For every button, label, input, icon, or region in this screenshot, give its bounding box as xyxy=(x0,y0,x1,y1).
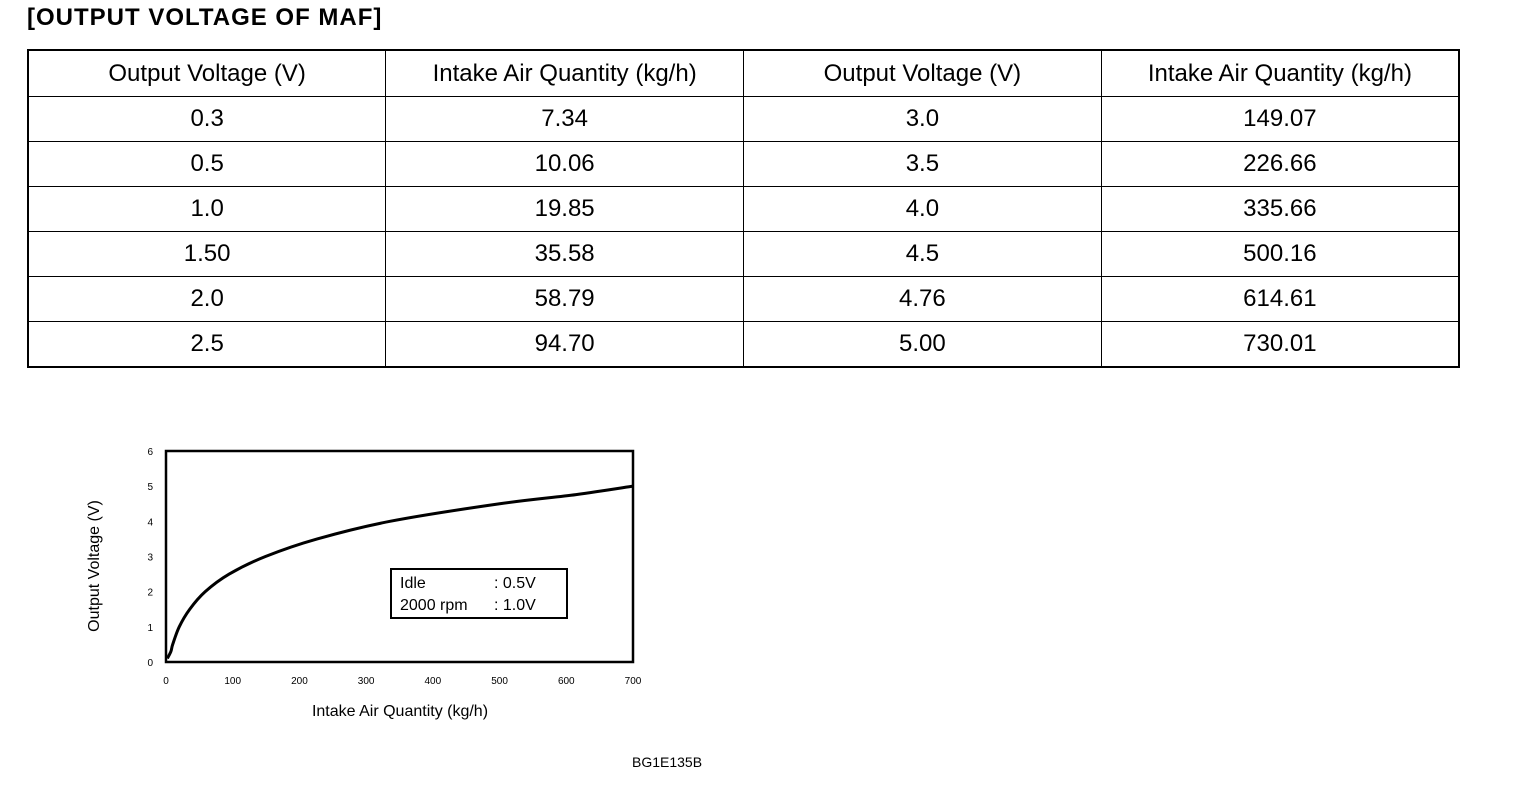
table-cell: 3.5 xyxy=(744,142,1102,187)
x-tick-label: 500 xyxy=(491,676,508,687)
y-tick-label: 2 xyxy=(147,587,153,599)
table-cell: 1.0 xyxy=(28,187,386,232)
y-tick-label: 6 xyxy=(147,447,153,458)
table-cell: 2.5 xyxy=(28,322,386,368)
table-cell: 7.34 xyxy=(386,97,744,142)
column-header: Output Voltage (V) xyxy=(744,50,1102,97)
x-axis-label: Intake Air Quantity (kg/h) xyxy=(311,703,489,720)
table-cell: 4.5 xyxy=(744,232,1102,277)
y-tick-label: 0 xyxy=(147,658,153,669)
x-tick-label: 700 xyxy=(624,676,642,687)
table-cell: 10.06 xyxy=(386,142,744,187)
annotation-value-2000rpm: : 1.0V xyxy=(494,597,536,614)
annotation-box xyxy=(391,569,567,618)
plot-frame xyxy=(166,451,633,662)
table-cell: 226.66 xyxy=(1101,142,1459,187)
figure-code: BG1E135B xyxy=(632,754,703,770)
table-cell: 4.76 xyxy=(744,277,1102,322)
annotation-label-idle: Idle xyxy=(400,575,426,592)
x-tick-labels xyxy=(163,676,642,687)
y-axis-label: Output Voltage (V) xyxy=(86,500,103,632)
column-header: Intake Air Quantity (kg/h) xyxy=(1101,50,1459,97)
y-tick-label: 4 xyxy=(147,517,153,529)
x-tick-label: 400 xyxy=(424,676,442,687)
table-cell: 4.0 xyxy=(744,187,1102,232)
x-tick-label: 0 xyxy=(163,676,169,687)
table-cell: 58.79 xyxy=(386,277,744,322)
x-tick-label: 300 xyxy=(357,676,375,687)
table-cell: 3.0 xyxy=(744,97,1102,142)
table-cell: 149.07 xyxy=(1101,97,1459,142)
column-header: Output Voltage (V) xyxy=(28,50,386,97)
x-tick-label: 600 xyxy=(557,676,575,687)
table-cell: 35.58 xyxy=(386,232,744,277)
table-cell: 5.00 xyxy=(744,322,1102,368)
table-cell: 500.16 xyxy=(1101,232,1459,277)
y-tick-label: 1 xyxy=(147,622,153,634)
annotation-value-idle: : 0.5V xyxy=(494,575,536,592)
column-header: Intake Air Quantity (kg/h) xyxy=(386,50,744,97)
y-tick-labels xyxy=(147,447,153,669)
page-title: [OUTPUT VOLTAGE OF MAF] xyxy=(27,4,383,31)
table-cell: 2.0 xyxy=(28,277,386,322)
y-tick-label: 3 xyxy=(147,552,153,564)
table-cell: 1.50 xyxy=(28,232,386,277)
y-tick-label: 5 xyxy=(147,482,153,494)
table-cell: 730.01 xyxy=(1101,322,1459,368)
annotation-label-2000rpm: 2000 rpm xyxy=(400,597,468,614)
table-cell: 0.5 xyxy=(28,142,386,187)
table-cell: 94.70 xyxy=(386,322,744,368)
table-cell: 19.85 xyxy=(386,187,744,232)
x-tick-label: 200 xyxy=(291,676,308,687)
table-cell: 0.3 xyxy=(28,97,386,142)
table-cell: 614.61 xyxy=(1101,277,1459,322)
x-tick-label: 100 xyxy=(224,676,242,687)
table-cell: 335.66 xyxy=(1101,187,1459,232)
